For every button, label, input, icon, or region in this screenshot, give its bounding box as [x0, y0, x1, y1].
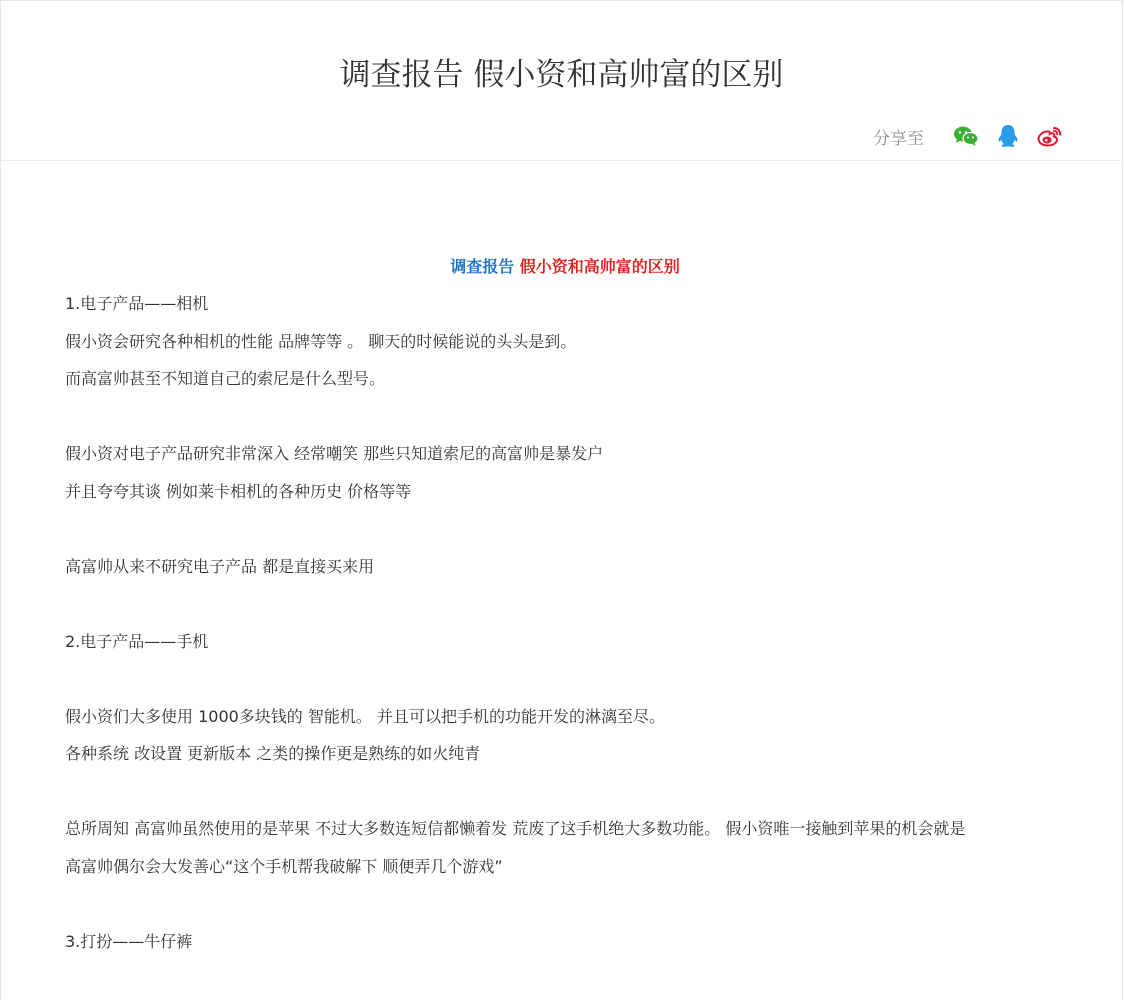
paragraph: 高富帅从来不研究电子产品 都是直接买来用 [65, 556, 375, 576]
weibo-icon[interactable] [1036, 122, 1064, 150]
article-body [65, 249, 1065, 960]
paragraph [65, 660, 1065, 698]
page-title: 调查报告 假小资和高帅富的区别 [339, 57, 784, 93]
paragraph: 总所周知 高富帅虽然使用的是苹果 不过大多数连短信都懒着发 荒废了这手机绝大多数功能。 假小资唯一接触到苹果的机会就是 [65, 819, 966, 838]
paragraph [65, 773, 1065, 811]
article-subtitle [65, 249, 1065, 285]
paragraph: 假小资们大多使用 1000多块钱的 智能机。 并且可以把手机的功能开发的淋漓至尽。 [65, 706, 665, 726]
paragraph: 假小资会研究各种相机的性能 品牌等等 。 聊天的时候能说的头头是到。 [65, 331, 577, 351]
paragraph: 各种系统 改设置 更新版本 之类的操作更是熟练的如火纯青 [65, 744, 481, 763]
paragraph [65, 585, 1065, 623]
paragraph [65, 398, 1065, 436]
subtitle-red: 假小资和高帅富的区别 [519, 257, 680, 276]
article-header [1, 1, 1122, 161]
share-label: 分享至 [873, 128, 924, 149]
subtitle-blue: 调查报告 [450, 257, 515, 276]
paragraph: 而高富帅甚至不知道自己的索尼是什么型号。 [65, 369, 386, 388]
paragraph: 假小资对电子产品研究非常深入 经常嘲笑 那些只知道索尼的高富帅是暴发户 [65, 444, 604, 463]
paragraph: 高富帅偶尔会大发善心“这个手机帮我破解下 顺便弄几个游戏” [65, 856, 503, 876]
paragraph [65, 510, 1065, 548]
share-bar [873, 121, 1064, 151]
paragraph: 1.电子产品——相机 [65, 294, 209, 313]
paragraph: 2.电子产品——手机 [65, 631, 209, 651]
paragraph [65, 885, 1065, 923]
paragraph: 并且夸夸其谈 例如莱卡相机的各种历史 价格等等 [65, 481, 412, 501]
wechat-icon[interactable] [952, 122, 980, 150]
qq-icon[interactable] [994, 122, 1022, 150]
paragraph: 3.打扮——牛仔裤 [65, 931, 193, 951]
